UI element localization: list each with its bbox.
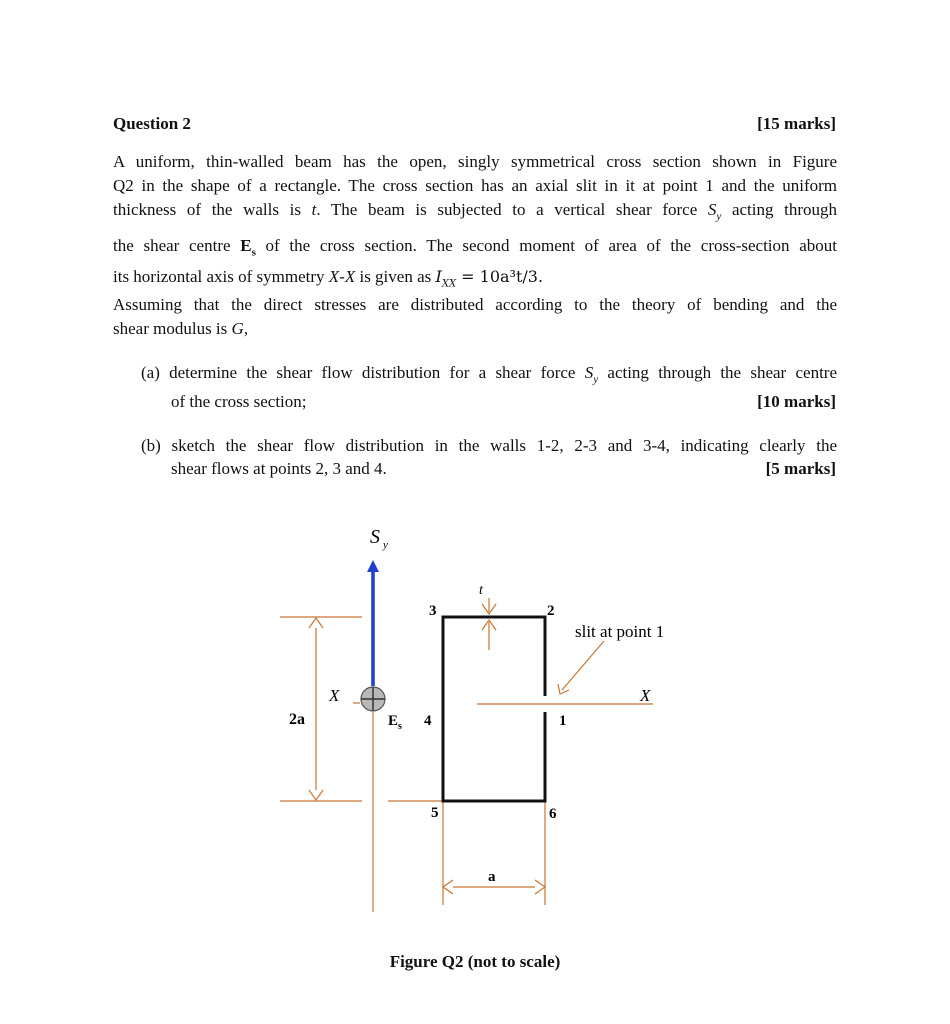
point-3-label: 3 — [429, 603, 437, 619]
height-arrow-top — [309, 618, 323, 628]
shear-force-subscript: y — [716, 210, 722, 223]
axis-symbol: X-X — [328, 266, 356, 286]
point-1-label: 1 — [559, 713, 567, 729]
force-label-subscript: y — [383, 539, 388, 551]
slit-label: slit at point 1 — [575, 622, 665, 641]
intro-text: thickness of the walls is — [113, 200, 312, 219]
dimension-lines — [280, 598, 653, 912]
shear-centre-subscript: s — [251, 246, 256, 259]
part-a-line-2: of the cross section; — [171, 392, 307, 411]
shear-centre-label-subscript: s — [398, 721, 402, 732]
moment-formula: = 10a³t/3. — [456, 266, 544, 286]
assumption-text: shear modulus is — [113, 319, 232, 338]
force-label: S — [370, 526, 380, 548]
intro-text: acting through — [721, 200, 838, 219]
thickness-symbol: t — [311, 200, 317, 219]
part-b-marks: [5 marks] — [765, 459, 836, 478]
modulus-symbol: G — [231, 319, 244, 338]
shear-force-subscript: y — [593, 373, 599, 386]
intro-line-1: A uniform, thin-walled beam has the open, singly symmetrical cross section shown in Figure — [113, 152, 837, 171]
intro-text: its horizontal axis of symmetry — [113, 266, 329, 286]
intro-text: of the cross section. The second moment of area of the cross-section about — [255, 236, 837, 256]
question-marks: [15 marks] — [757, 114, 836, 133]
part-b-line-2: shear flows at points 2, 3 and 4. — [171, 459, 387, 478]
axis-label-left: X — [329, 686, 340, 705]
slit-leader-line — [562, 641, 604, 690]
point-5-label: 5 — [431, 805, 439, 821]
rectangular-wall — [443, 617, 545, 801]
intro-text: the shear centre — [113, 236, 241, 256]
intro-text: is given as — [355, 266, 436, 286]
question-title: Question 2 — [113, 114, 191, 133]
part-a-marks: [10 marks] — [757, 392, 836, 411]
point-6-label: 6 — [549, 806, 557, 822]
figure-caption: Figure Q2 (not to scale) — [389, 952, 561, 971]
axis-label-right: X — [640, 686, 651, 705]
assumption-text: , — [243, 319, 249, 338]
shear-centre-symbol — [361, 687, 385, 711]
width-arrow-left — [443, 880, 453, 894]
part-a-text: (a) determine the shear flow distribution for a shear force — [141, 363, 585, 382]
moment-subscript: XX — [441, 278, 457, 290]
shear-force-symbol: S — [584, 363, 594, 382]
shear-centre-symbol: E — [240, 236, 252, 256]
thickness-label: t — [479, 583, 483, 598]
intro-text: . The beam is subjected to a vertical shear force — [316, 200, 708, 219]
moment-symbol: I — [435, 266, 442, 286]
shear-centre-label: E — [388, 713, 399, 729]
intro-line-2: Q2 in the shape of a rectangle. The cross section has an axial slit in it at point 1 and the uniform — [113, 176, 837, 195]
part-b-line-1: (b) sketch the shear flow distribution in the walls 1-2, 2-3 and 3-4, indicating clearly the — [141, 436, 837, 455]
width-arrow-right — [535, 880, 545, 894]
part-a-text: acting through the shear centre — [598, 363, 838, 382]
point-2-label: 2 — [547, 603, 555, 619]
height-label: 2a — [289, 711, 305, 728]
height-arrow-bottom — [309, 790, 323, 800]
cross-section — [443, 617, 545, 801]
shear-force-symbol: S — [707, 200, 717, 219]
point-4-label: 4 — [424, 713, 432, 729]
assumption-line-1: Assuming that the direct stresses are distributed according to the theory of bending and the — [113, 295, 837, 314]
width-label: a — [488, 869, 496, 885]
